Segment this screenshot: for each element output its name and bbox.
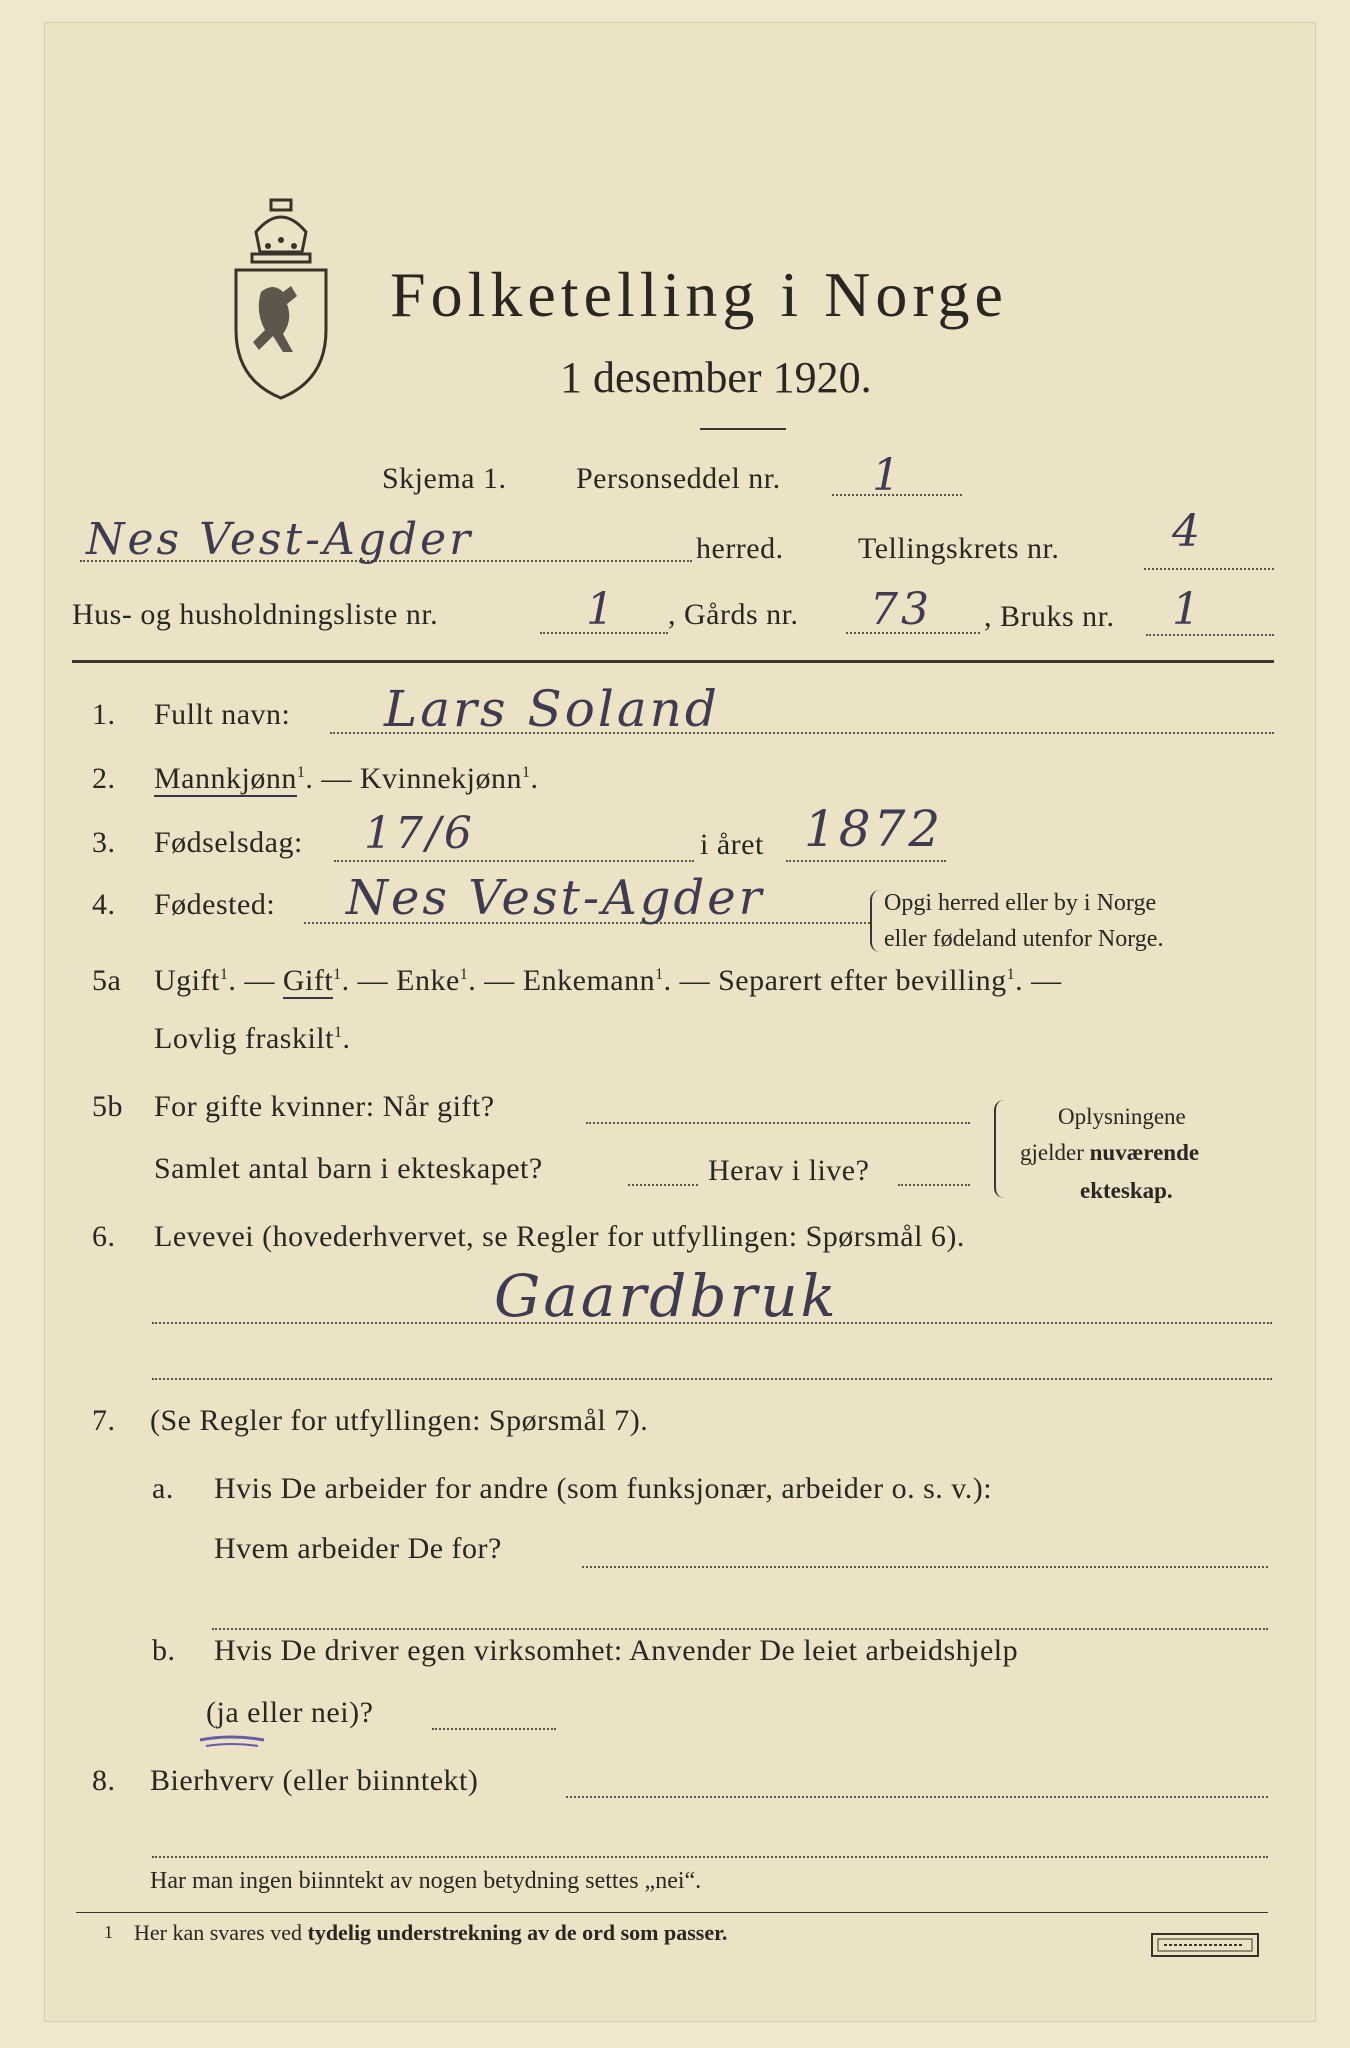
personseddel-label: Personseddel nr. [576, 462, 781, 495]
underline-mark-icon [196, 1728, 270, 1752]
coat-of-arms-icon [226, 192, 336, 402]
gards-label: , Gårds nr. [668, 598, 799, 631]
q5b-note-line3: ekteskap. [1080, 1178, 1173, 1203]
when-married-field[interactable] [586, 1122, 970, 1124]
birth-year-field[interactable] [786, 860, 946, 862]
q5a-number: 5a [92, 964, 122, 997]
q4-label: Fødested: [154, 888, 276, 921]
q5b-brace [994, 1100, 1006, 1198]
title-divider [700, 428, 786, 430]
occupation-field-2[interactable] [152, 1378, 1272, 1380]
q5b-note-line2: gjelder nuværende [1020, 1140, 1200, 1165]
q5b-note-line1: Oplysningene [1058, 1104, 1186, 1129]
sex-options: Mannkjønn$^1$. — Kvinnekjønn$^1$. [154, 762, 539, 795]
q5b-when-married-label: For gifte kvinner: Når gift? [154, 1090, 495, 1123]
q7-number: 7. [92, 1404, 116, 1437]
birthday-value: 17/6 [364, 808, 475, 859]
birthplace-value: Nes Vest-Agder [346, 870, 765, 926]
q8-label: Bierhverv (eller biinntekt) [150, 1764, 479, 1797]
full-name-value: Lars Soland [384, 680, 720, 738]
q5b-number: 5b [92, 1090, 123, 1123]
q8-number: 8. [92, 1764, 116, 1797]
employer-field-1[interactable] [582, 1566, 1268, 1568]
children-alive-field[interactable] [898, 1184, 970, 1186]
q7b-line1: Hvis De driver egen virksomhet: Anvender De leiet arbeidshjelp [214, 1634, 1019, 1667]
q7-label: (Se Regler for utfyllingen: Spørsmål 7). [150, 1404, 649, 1437]
footnote-rule [76, 1912, 1268, 1913]
q7a-number: a. [152, 1472, 174, 1505]
q7a-line1: Hvis De arbeider for andre (som funksjonær, arbeider o. s. v.): [214, 1472, 993, 1505]
q1-label: Fullt navn: [154, 698, 291, 731]
q4-note-line1: Opgi herred eller by i Norge [884, 890, 1157, 916]
q5b-alive-label: Herav i live? [708, 1154, 870, 1187]
census-date: 1 desember 1920. [560, 353, 872, 402]
printer-stamp-icon [1150, 1932, 1260, 1958]
fraskilt-option[interactable]: Lovlig fraskilt [154, 1022, 334, 1055]
q1-number: 1. [92, 698, 116, 731]
tellingskrets-value: 4 [1172, 506, 1203, 557]
husliste-label: Hus- og husholdningsliste nr. [72, 598, 439, 631]
fraskilt-option-line: Lovlig fraskilt$^1$. [154, 1022, 351, 1055]
q3-number: 3. [92, 826, 116, 859]
q4-note-line2: eller fødeland utenfor Norge. [884, 926, 1164, 952]
separert-option[interactable]: . — Separert efter bevilling [663, 964, 1007, 997]
q2-number: 2. [92, 762, 116, 795]
marital-status-options: Ugift$^1$. — Gift$^1$. — Enke$^1$. — Enkemann$^1$. — Separert efter bevilling$^1$. — [154, 964, 1062, 997]
year-label: i året [700, 828, 764, 861]
header-rule [72, 660, 1274, 663]
husliste-value: 1 [586, 584, 617, 635]
birthday-field[interactable] [334, 860, 694, 862]
hired-help-field[interactable] [432, 1728, 556, 1730]
occupation-value: Gaardbruk [494, 1262, 839, 1330]
q7b-number: b. [152, 1634, 176, 1667]
q5b-children-label: Samlet antal barn i ekteskapet? [154, 1152, 543, 1185]
male-option[interactable]: Mannkjønn [154, 762, 297, 795]
footnote-text: Her kan svares ved tydelig understrekning av de ord som passer. [134, 1920, 728, 1945]
tellingskrets-field[interactable] [1144, 568, 1274, 570]
gift-option[interactable]: Gift [282, 964, 334, 997]
skjema-label: Skjema 1. [382, 462, 507, 495]
tellingskrets-label: Tellingskrets nr. [858, 532, 1060, 565]
birth-year-value: 1872 [804, 800, 944, 858]
q4-number: 4. [92, 888, 116, 921]
gards-value: 73 [870, 584, 932, 635]
herred-value: Nes Vest-Agder [86, 514, 474, 565]
side-income-field-1[interactable] [566, 1796, 1268, 1798]
q6-number: 6. [92, 1220, 116, 1253]
bruks-field[interactable] [1146, 634, 1274, 636]
children-count-field[interactable] [628, 1184, 698, 1186]
footer-note: Har man ingen biinntekt av nogen betydning settes „nei“. [150, 1868, 702, 1894]
female-option[interactable]: Kvinnekjønn [359, 762, 522, 795]
enke-option[interactable]: . — Enke [341, 964, 460, 997]
bruks-value: 1 [1172, 584, 1203, 635]
personseddel-value: 1 [872, 450, 903, 501]
q3-label: Fødselsdag: [154, 826, 303, 859]
q6-label: Levevei (hovederhvervet, se Regler for utfyllingen: Spørsmål 6). [154, 1220, 965, 1253]
q7a-line2: Hvem arbeider De for? [214, 1532, 502, 1565]
footnote-mark: 1 [104, 1922, 113, 1942]
enkemann-option[interactable]: . — Enkemann [468, 964, 656, 997]
ugift-option[interactable]: Ugift [154, 964, 220, 997]
employer-field-2[interactable] [212, 1628, 1268, 1630]
q7b-line2: (ja eller nei)? [206, 1696, 374, 1729]
bruks-label: , Bruks nr. [984, 600, 1115, 633]
side-income-field-2[interactable] [152, 1856, 1268, 1858]
herred-label: herred. [696, 532, 784, 565]
form-title: Folketelling i Norge [390, 259, 1008, 330]
q4-brace [870, 890, 880, 952]
